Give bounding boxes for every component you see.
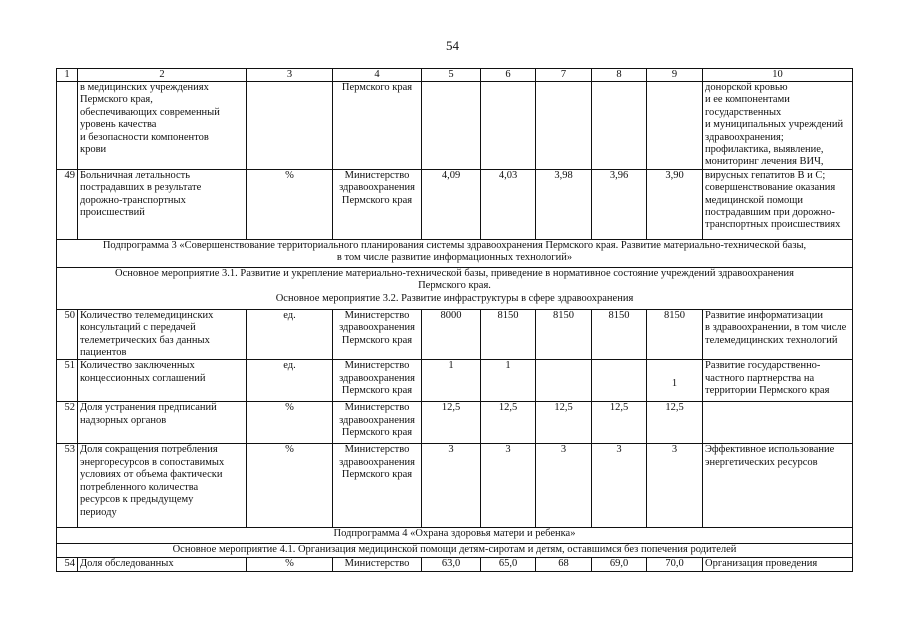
value-year-9 bbox=[647, 82, 703, 170]
page-number: 54 bbox=[446, 38, 459, 53]
value-year-5 bbox=[422, 558, 481, 572]
indicator-name-text: Количество заключенных концессионных соглашений bbox=[80, 360, 206, 384]
row-number bbox=[57, 444, 78, 528]
value-year-7 bbox=[536, 309, 592, 360]
section-row bbox=[57, 239, 853, 267]
indicator-name bbox=[78, 444, 247, 528]
executor bbox=[333, 402, 422, 444]
value-year-7 bbox=[536, 558, 592, 572]
column-number: 3 bbox=[247, 69, 333, 82]
expected-result-text: Развитие информатизации в здравоохранении, в том числе телемедицинских технологий bbox=[705, 309, 847, 346]
value-year-5 bbox=[422, 309, 481, 360]
section-heading-text: Основное мероприятие 4.1. Организация медицинской помощи детям-сиротам и детям, оставшимся без попечения родителей bbox=[172, 544, 737, 556]
value-year-5-text: 4,09 bbox=[441, 169, 461, 181]
value-year-8 bbox=[592, 360, 647, 402]
executor-text: Министерство здравоохранения Пермского края bbox=[339, 402, 415, 439]
value-year-8 bbox=[592, 82, 647, 170]
row-number-text: 50 bbox=[64, 309, 75, 321]
table-row bbox=[57, 558, 853, 572]
value-year-6 bbox=[481, 169, 536, 239]
expected-result bbox=[703, 360, 853, 402]
value-year-9 bbox=[647, 444, 703, 528]
value-year-9 bbox=[647, 309, 703, 360]
section-heading-text: Основное мероприятие 3.1. Развитие и укрепление материально-технической базы, приведение в нормативное состояние учреждений здравоохранения Пермского края. Основное мероприятие 3.2. Развитие инфраструктуры в сфере здравоохранения bbox=[115, 267, 794, 304]
value-year-8 bbox=[592, 558, 647, 572]
column-number: 6 bbox=[481, 69, 536, 82]
expected-result bbox=[703, 444, 853, 528]
value-year-7-text: 8150 bbox=[553, 309, 574, 321]
row-number-text: 52 bbox=[64, 402, 75, 414]
row-number bbox=[57, 169, 78, 239]
value-year-6-text: 1 bbox=[505, 360, 511, 372]
value-year-6-text: 4,03 bbox=[498, 169, 518, 181]
value-year-7 bbox=[536, 360, 592, 402]
section-heading bbox=[57, 239, 853, 267]
section-heading bbox=[57, 267, 853, 309]
executor bbox=[333, 169, 422, 239]
value-year-8 bbox=[592, 402, 647, 444]
value-year-5-text: 12,5 bbox=[441, 402, 461, 414]
row-number-text: 49 bbox=[64, 169, 75, 181]
column-number: 7 bbox=[536, 69, 592, 82]
indicator-name-text: Доля сокращения потребления энергоресурсов в сопоставимых условиях от объема фактически потребленного количества ресурсов к предыдущему периоду bbox=[80, 444, 225, 518]
column-number: 5 bbox=[422, 69, 481, 82]
indicator-name-text: Доля обследованных bbox=[80, 558, 174, 570]
indicators-table bbox=[56, 68, 853, 572]
section-row bbox=[57, 528, 853, 544]
indicator-name-text: в медицинских учреждениях Пермского края, обеспечивающих современный уровень качества и безопасности компонентов крови bbox=[80, 82, 220, 156]
row-number-text: 54 bbox=[64, 558, 75, 570]
row-number bbox=[57, 360, 78, 402]
table-row bbox=[57, 169, 853, 239]
indicator-name bbox=[78, 402, 247, 444]
row-number bbox=[57, 82, 78, 170]
value-year-9-text: 3 bbox=[671, 444, 678, 456]
row-number bbox=[57, 402, 78, 444]
indicator-name-text: Доля устранения предписаний надзорных органов bbox=[80, 402, 217, 426]
column-number: 2 bbox=[78, 69, 247, 82]
indicator-name bbox=[78, 360, 247, 402]
section-row bbox=[57, 267, 853, 309]
value-year-7-text: 68 bbox=[558, 558, 569, 570]
value-year-5 bbox=[422, 82, 481, 170]
expected-result bbox=[703, 402, 853, 444]
indicator-name bbox=[78, 169, 247, 239]
section-heading-text: Подпрограмма 4 «Охрана здоровья матери и ребенка» bbox=[333, 528, 576, 540]
expected-result-text: Эффективное использование энергетических ресурсов bbox=[705, 444, 835, 468]
unit bbox=[247, 444, 333, 528]
expected-result bbox=[703, 82, 853, 170]
value-year-9-text: 3,90 bbox=[665, 169, 684, 181]
executor-text: Министерство здравоохранения Пермского края bbox=[339, 360, 415, 397]
indicator-name bbox=[78, 82, 247, 170]
table-row bbox=[57, 360, 853, 402]
table-row bbox=[57, 309, 853, 360]
expected-result bbox=[703, 309, 853, 360]
value-year-6 bbox=[481, 402, 536, 444]
value-year-9-text: 1 bbox=[671, 378, 678, 390]
value-year-8 bbox=[592, 444, 647, 528]
value-year-9-text: 8150 bbox=[664, 309, 685, 321]
value-year-5-text: 3 bbox=[448, 444, 454, 456]
value-year-9 bbox=[647, 169, 703, 239]
expected-result bbox=[703, 169, 853, 239]
value-year-8-text: 3,96 bbox=[609, 169, 629, 181]
expected-result bbox=[703, 558, 853, 572]
column-number: 4 bbox=[333, 69, 422, 82]
executor bbox=[333, 558, 422, 572]
section-heading-text: Подпрограмма 3 «Совершенствование территориального планирования системы здравоохранения Пермского края. Развитие материально-технической базы, в том числе развитие информационных технологий» bbox=[102, 239, 807, 264]
value-year-7 bbox=[536, 82, 592, 170]
unit-text: ед. bbox=[283, 309, 296, 321]
expected-result-text: Организация проведения bbox=[705, 558, 818, 570]
value-year-5 bbox=[422, 444, 481, 528]
value-year-6-text: 65,0 bbox=[498, 558, 518, 570]
value-year-7-text: 3 bbox=[560, 444, 567, 456]
executor-text: Министерство здравоохранения Пермского края bbox=[339, 169, 415, 206]
value-year-8-text: 69,0 bbox=[609, 558, 629, 570]
value-year-8 bbox=[592, 169, 647, 239]
value-year-5 bbox=[422, 402, 481, 444]
column-number: 9 bbox=[647, 69, 703, 82]
executor-text: Министерство здравоохранения Пермского края bbox=[339, 309, 415, 346]
unit-text: % bbox=[285, 169, 294, 181]
table-row bbox=[57, 444, 853, 528]
unit bbox=[247, 169, 333, 239]
executor bbox=[333, 360, 422, 402]
row-number-text: 51 bbox=[64, 360, 75, 372]
column-number-row bbox=[57, 69, 853, 82]
value-year-7 bbox=[536, 444, 592, 528]
unit bbox=[247, 558, 333, 572]
unit bbox=[247, 402, 333, 444]
executor-text: Министерство здравоохранения Пермского края bbox=[339, 444, 415, 481]
value-year-9-text: 70,0 bbox=[665, 558, 684, 570]
row-number bbox=[57, 558, 78, 572]
column-number: 10 bbox=[703, 69, 853, 82]
value-year-8 bbox=[592, 309, 647, 360]
value-year-5-text: 8000 bbox=[440, 309, 462, 321]
unit bbox=[247, 82, 333, 170]
value-year-6 bbox=[481, 309, 536, 360]
column-number: 1 bbox=[57, 69, 78, 82]
executor bbox=[333, 309, 422, 360]
value-year-9 bbox=[647, 402, 703, 444]
value-year-5-text: 1 bbox=[448, 360, 454, 372]
unit-text: % bbox=[285, 558, 294, 570]
value-year-8-text: 3 bbox=[616, 444, 622, 456]
table-row bbox=[57, 82, 853, 170]
executor-text: Пермского края bbox=[341, 82, 413, 93]
executor bbox=[333, 444, 422, 528]
indicator-name bbox=[78, 309, 247, 360]
indicator-name-text: Больничная летальность пострадавших в результате дорожно-транспортных происшествий bbox=[80, 169, 202, 219]
value-year-7 bbox=[536, 169, 592, 239]
value-year-5 bbox=[422, 360, 481, 402]
indicator-name-text: Количество телемедицинских консультаций с передачей телеметрических баз данных пациентов bbox=[80, 309, 214, 359]
value-year-6 bbox=[481, 360, 536, 402]
value-year-7-text: 12,5 bbox=[554, 402, 573, 414]
value-year-7 bbox=[536, 402, 592, 444]
value-year-6 bbox=[481, 82, 536, 170]
expected-result-text: вирусных гепатитов В и С; совершенствование оказания медицинской помощи пострадавшим при дорожно- транспортных происшествиях bbox=[705, 169, 841, 231]
section-heading bbox=[57, 544, 853, 558]
value-year-5-text: 63,0 bbox=[441, 558, 461, 570]
value-year-6-text: 12,5 bbox=[498, 402, 518, 414]
expected-result-text: донорской кровью и ее компонентами государственных и муниципальных учреждений здравоохранения; профилактика, выявление, мониторинг лечения ВИЧ, bbox=[705, 82, 844, 168]
unit-text: % bbox=[285, 444, 294, 456]
unit bbox=[247, 360, 333, 402]
section-row bbox=[57, 544, 853, 558]
value-year-9-text: 12,5 bbox=[665, 402, 684, 414]
expected-result-text: Развитие государственно- частного партнерства на территории Пермского края bbox=[705, 360, 830, 397]
value-year-8-text: 8150 bbox=[608, 309, 630, 321]
indicator-name bbox=[78, 558, 247, 572]
column-number: 8 bbox=[592, 69, 647, 82]
unit-text: ед. bbox=[283, 360, 296, 372]
value-year-9 bbox=[647, 558, 703, 572]
value-year-6-text: 8150 bbox=[497, 309, 519, 321]
table-row bbox=[57, 402, 853, 444]
value-year-6-text: 3 bbox=[505, 444, 511, 456]
value-year-8-text: 12,5 bbox=[609, 402, 629, 414]
value-year-5 bbox=[422, 169, 481, 239]
executor-text: Министерство bbox=[344, 558, 410, 570]
executor bbox=[333, 82, 422, 170]
value-year-6 bbox=[481, 558, 536, 572]
unit bbox=[247, 309, 333, 360]
row-number-text: 53 bbox=[64, 444, 75, 456]
value-year-6 bbox=[481, 444, 536, 528]
value-year-7-text: 3,98 bbox=[554, 169, 573, 181]
row-number bbox=[57, 309, 78, 360]
section-heading bbox=[57, 528, 853, 544]
table-body bbox=[57, 69, 853, 572]
unit-text: % bbox=[285, 402, 294, 414]
value-year-9 bbox=[647, 360, 703, 402]
